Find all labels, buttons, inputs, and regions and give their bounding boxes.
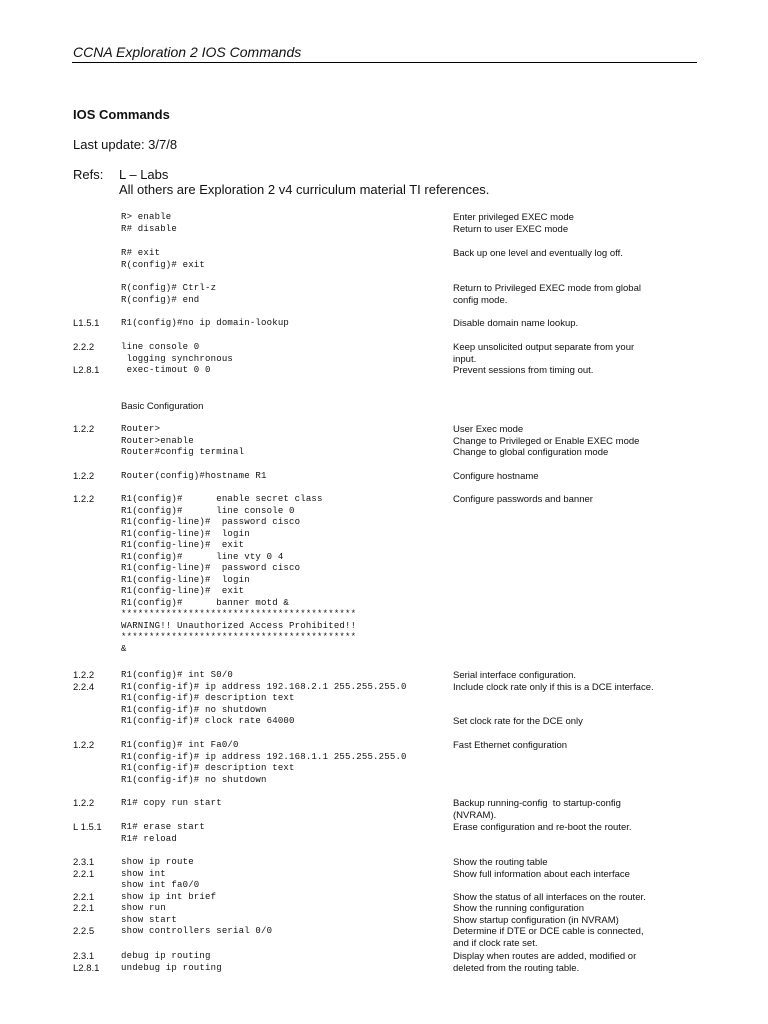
refs-line-others: All others are Exploration 2 v4 curriculum material TI references. xyxy=(119,182,490,197)
row-command: R1(config)# int Fa0/0 R1(config-if)# ip address 192.168.1.1 255.255.255.0 R1(config-if)# description text R1(config-if)# no shutdown xyxy=(121,740,407,785)
row-command: R# exit R(config)# exit xyxy=(121,248,206,270)
row-description: Enter privileged EXEC mode Return to user EXEC mode xyxy=(453,212,574,235)
row-command: R1(config)#no ip domain-lookup xyxy=(121,318,290,328)
row-description: Backup running-config to startup-config (NVRAM). xyxy=(453,798,621,821)
row-command: R1(config)# enable secret class R1(config)# line console 0 R1(config-line)# password cisco R1(config-line)# login R1(config-line)# exit R1(config)# line vty 0 4 R1(config-line)# password cisco R1(config-line)# login R1(config-line)# exit R1(config)# banner motd & ****************************************** WARNING!! Unauthorized Access Prohibited!! ****************************************** & xyxy=(121,494,357,654)
row-ref: 1.2.2 xyxy=(73,494,95,505)
row-description: Erase configuration and re-boot the router. xyxy=(453,822,632,833)
row-description: Show the routing table Show full information about each interface Show the status of all interfaces on the router. Show the running configuration Show startup configuration (in NVRAM) Determine if DTE or DCE cable is connected, and if clock rate set. xyxy=(453,857,646,949)
row-ref: 2.3.1 2.2.1 2.2.1 2.2.1 2.2.5 xyxy=(73,857,95,937)
row-command: R1(config)# int S0/0 R1(config-if)# ip address 192.168.2.1 255.255.255.0 R1(config-if)# description text R1(config-if)# no shutdown R1(config-if)# clock rate 64000 xyxy=(121,670,407,726)
section-heading: Basic Configuration xyxy=(121,401,204,412)
row-description: Configure passwords and banner xyxy=(453,494,593,505)
row-description: Back up one level and eventually log off. xyxy=(453,248,623,259)
row-ref: 1.2.2 xyxy=(73,471,95,482)
row-ref: L1.5.1 xyxy=(73,318,100,329)
row-ref: 1.2.2 xyxy=(73,424,95,435)
row-command: R1# erase start R1# reload xyxy=(121,822,206,844)
row-description: Keep unsolicited output separate from your input. Prevent sessions from timing out. xyxy=(453,342,635,376)
row-description: Return to Privileged EXEC mode from global config mode. xyxy=(453,283,641,306)
row-description: Display when routes are added, modified or deleted from the routing table. xyxy=(453,951,637,974)
refs-label: Refs: xyxy=(73,167,104,182)
row-description: Serial interface configuration. Include clock rate only if this is a DCE interface. Set clock rate for the DCE only xyxy=(453,670,654,727)
row-command: show ip route show int show int fa0/0 show ip int brief show run show start show controllers serial 0/0 xyxy=(121,857,273,936)
row-ref: 2.2.2 L2.8.1 xyxy=(73,342,100,376)
row-ref: L 1.5.1 xyxy=(73,822,102,833)
row-command: R> enable R# disable xyxy=(121,212,178,234)
header-rule xyxy=(72,62,697,63)
row-command: R(config)# Ctrl-z R(config)# end xyxy=(121,283,217,305)
row-ref: 1.2.2 xyxy=(73,740,95,751)
row-ref: 1.2.2 xyxy=(73,798,95,809)
row-description: User Exec mode Change to Privileged or Enable EXEC mode Change to global configuration mode xyxy=(453,424,640,458)
last-update: Last update: 3/7/8 xyxy=(73,137,178,152)
refs-line-labs: L – Labs xyxy=(119,167,169,182)
row-ref: 2.3.1 L2.8.1 xyxy=(73,951,100,974)
row-command: debug ip routing undebug ip routing xyxy=(121,951,222,973)
row-description: Fast Ethernet configuration xyxy=(453,740,568,751)
row-command: line console 0 logging synchronous exec-timout 0 0 xyxy=(121,342,234,375)
page-header-title: CCNA Exploration 2 IOS Commands xyxy=(73,44,302,60)
document-heading: IOS Commands xyxy=(73,107,170,122)
row-description: Disable domain name lookup. xyxy=(453,318,579,329)
row-command: Router> Router>enable Router#config terminal xyxy=(121,424,245,457)
refs-values xyxy=(119,167,489,197)
row-description: Configure hostname xyxy=(453,471,539,482)
row-command: Router(config)#hostname R1 xyxy=(121,471,267,481)
row-ref: 1.2.2 2.2.4 xyxy=(73,670,95,693)
row-command: R1# copy run start xyxy=(121,798,222,808)
